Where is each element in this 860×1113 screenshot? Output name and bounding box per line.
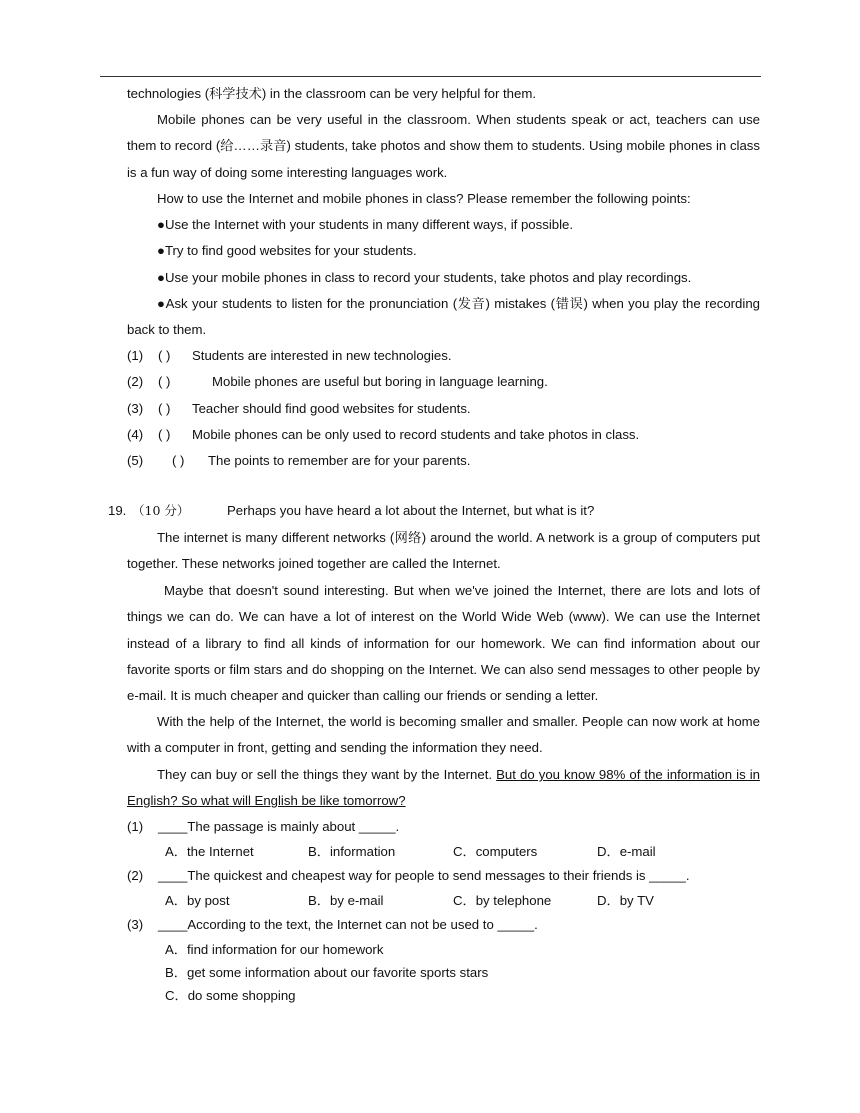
bullet-point-3: ●Use your mobile phones in class to record your students, take photos and play recordings.: [157, 270, 692, 285]
question-number: (1): [127, 348, 144, 363]
bullet-point-2: ●Try to find good websites for your students.: [157, 243, 417, 258]
section-19-paragraph-1: The internet is many different networks (网络) around the world. A network is a group of computers put together. These networks joined together are called the Internet.: [127, 530, 760, 572]
passage-line-technologies: technologies (科学技术) in the classroom can be very helpful for them.: [127, 86, 536, 101]
option-c[interactable]: C．computers: [453, 844, 538, 859]
option-a[interactable]: A．by post: [165, 893, 230, 908]
question-number: (2): [127, 374, 144, 389]
bullet-point-4: ●Ask your students to listen for the pronunciation (发音) mistakes (错误) when you play the recording back to them.: [127, 296, 760, 338]
paragraph-4-plain: They can buy or sell the things they want by the Internet.: [157, 767, 497, 782]
passage-paragraph-mobile: Mobile phones can be very useful in the classroom. When students speak or act, teachers can use them to record (给……录音) students, take photos and show them to students. Using mobile phones in class is a fun way of doing some interesting languages work.: [127, 112, 760, 180]
mc-question-3-option-b[interactable]: B．get some information about our favorite sports stars: [165, 965, 489, 980]
mc-question-3-option-a[interactable]: A．find information for our homework: [165, 942, 384, 957]
question-text: The points to remember are for your parents.: [208, 453, 471, 468]
section-number: 19.: [108, 503, 127, 518]
tf-question-2: [127, 371, 767, 393]
question-text: Teacher should find good websites for students.: [192, 401, 471, 416]
mc-question-3: [127, 914, 767, 936]
question-text: ____The passage is mainly about _____.: [158, 819, 400, 834]
bullet-point-1: ●Use the Internet with your students in many different ways, if possible.: [157, 217, 574, 232]
mc-question-3-option-c[interactable]: C．do some shopping: [165, 988, 296, 1003]
question-text: Mobile phones are useful but boring in language learning.: [212, 374, 548, 389]
mc-question-1-options: [165, 841, 765, 863]
option-d[interactable]: D．e-mail: [597, 844, 656, 859]
paragraph-4-underlined: But do you know 98% of the information is in English? So what will English be like tomorrow?: [127, 767, 760, 809]
answer-blank[interactable]: ( ): [172, 453, 185, 468]
answer-blank[interactable]: ( ): [158, 374, 171, 389]
mc-question-2: [127, 865, 767, 887]
question-number: (1): [127, 819, 144, 834]
section-19-paragraph-3: With the help of the Internet, the world is becoming smaller and smaller. People can now work at home with a computer in front, getting and sending the information they need.: [127, 714, 760, 756]
section-intro: Perhaps you have heard a lot about the Internet, but what is it?: [227, 503, 595, 518]
question-text: Mobile phones can be only used to record students and take photos in class.: [192, 427, 640, 442]
answer-blank[interactable]: ( ): [158, 427, 171, 442]
question-number: (4): [127, 427, 144, 442]
tf-question-1: [127, 345, 767, 367]
option-c[interactable]: C．by telephone: [453, 893, 552, 908]
question-number: (2): [127, 868, 144, 883]
option-a[interactable]: A．the Internet: [165, 844, 254, 859]
answer-blank[interactable]: ( ): [158, 348, 171, 363]
section-19-header: [108, 500, 758, 522]
question-number: (5): [127, 453, 144, 468]
option-d[interactable]: D．by TV: [597, 893, 654, 908]
mc-question-2-options: [165, 890, 765, 912]
section-19-paragraph-2: Maybe that doesn't sound interesting. But when we've joined the Internet, there are lots and lots of things we can do. We can have a lot of interest on the World Wide Web (www). We can use the Internet instead of a library to find all kinds of information for our homework. We can find information about our favorite sports or film stars and do shopping on the Internet. We can also send messages to other people by e-mail. It is much cheaper and quicker than calling our friends or sending a letter.: [127, 583, 760, 704]
tf-question-5: [127, 450, 767, 472]
question-number: (3): [127, 917, 144, 932]
answer-blank[interactable]: ( ): [158, 401, 171, 416]
option-b[interactable]: B．by e-mail: [308, 893, 384, 908]
section-score: （10 分）: [132, 503, 190, 518]
option-b[interactable]: B．information: [308, 844, 396, 859]
question-text: ____The quickest and cheapest way for people to send messages to their friends is _____.: [158, 868, 690, 883]
mc-question-1: [127, 816, 767, 838]
section-19-paragraph-4: [127, 762, 760, 815]
question-number: (3): [127, 401, 144, 416]
header-rule: [100, 76, 761, 77]
question-text: ____According to the text, the Internet can not be used to _____.: [158, 917, 538, 932]
passage-paragraph-how: How to use the Internet and mobile phones in class? Please remember the following points:: [157, 191, 691, 206]
tf-question-4: [127, 424, 767, 446]
question-text: Students are interested in new technologies.: [192, 348, 452, 363]
tf-question-3: [127, 398, 767, 420]
